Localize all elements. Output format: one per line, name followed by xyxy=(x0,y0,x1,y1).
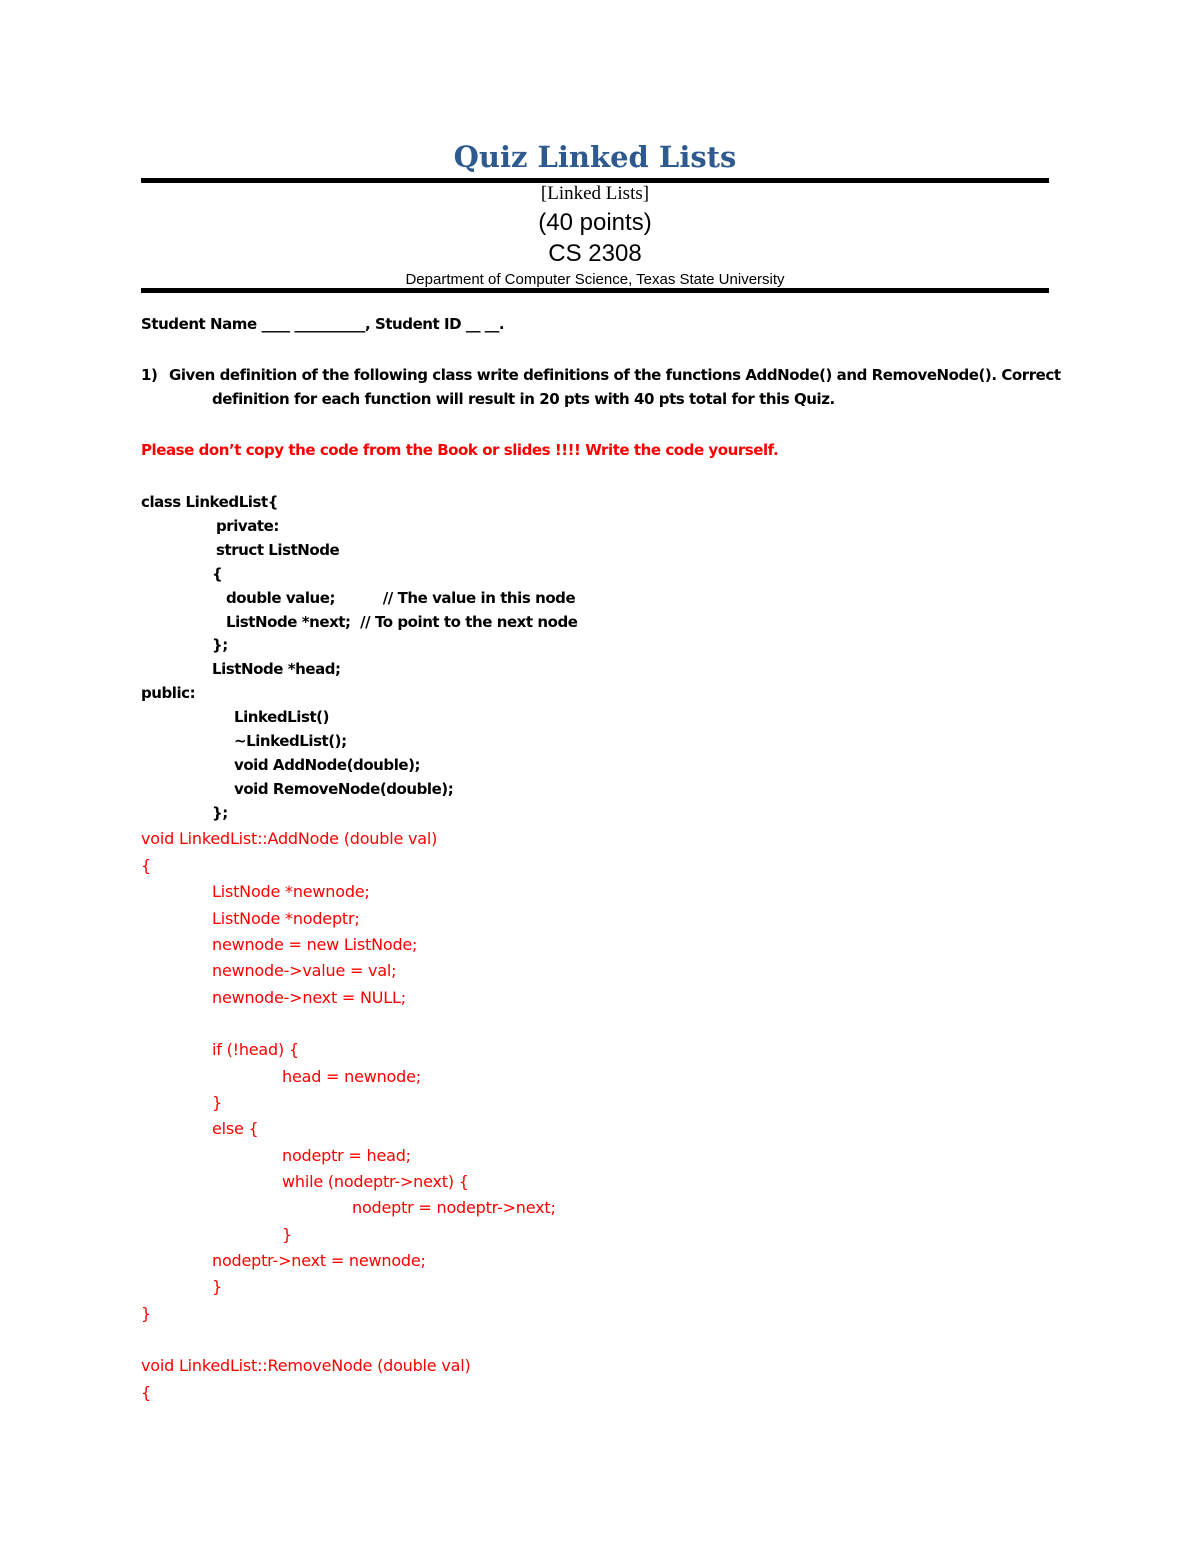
code-line: ListNode *next; // To point to the next node xyxy=(226,613,578,631)
code-line: double value; // The value in this node xyxy=(226,589,576,607)
code-line: void LinkedList::AddNode (double val) xyxy=(141,829,438,848)
document-title: Quiz Linked Lists xyxy=(453,140,737,174)
code-line: void AddNode(double); xyxy=(234,756,421,774)
code-line: nodeptr = nodeptr->next; xyxy=(352,1198,556,1217)
title-rule-bottom xyxy=(141,288,1049,293)
code-line: ListNode *nodeptr; xyxy=(212,909,360,928)
code-line: newnode = new ListNode; xyxy=(212,935,418,954)
code-line: } xyxy=(141,1304,151,1323)
code-line: { xyxy=(141,856,151,875)
code-line: head = newnode; xyxy=(282,1067,421,1086)
code-line: void RemoveNode(double); xyxy=(234,780,454,798)
code-line: class LinkedList{ xyxy=(141,493,278,511)
code-line: }; xyxy=(212,804,228,822)
code-line: public: xyxy=(141,684,196,702)
code-line: ListNode *head; xyxy=(212,660,341,678)
department-label: Department of Computer Science, Texas State University xyxy=(405,271,785,288)
code-line: }; xyxy=(212,636,228,654)
question-number: 1) xyxy=(141,366,158,384)
code-line: newnode->value = val; xyxy=(212,961,397,980)
copy-warning: Please don’t copy the code from the Book or slides !!!! Write the code yourself. xyxy=(141,441,779,459)
code-line: while (nodeptr->next) { xyxy=(282,1172,469,1191)
code-line: else { xyxy=(212,1119,259,1138)
course-label: CS 2308 xyxy=(548,240,642,267)
code-line: ~LinkedList(); xyxy=(234,732,347,750)
points-label: (40 points) xyxy=(538,209,652,236)
document-subtitle: [Linked Lists] xyxy=(540,183,650,204)
code-line: private: xyxy=(216,517,279,535)
code-line: if (!head) { xyxy=(212,1040,299,1059)
code-line: struct ListNode xyxy=(216,541,340,559)
code-line: void LinkedList::RemoveNode (double val) xyxy=(141,1356,471,1375)
question-text-line-2: definition for each function will result in 20 pts with 40 pts total for this Quiz. xyxy=(212,390,835,408)
code-line: ListNode *newnode; xyxy=(212,882,370,901)
code-line: } xyxy=(282,1225,292,1244)
code-line: nodeptr->next = newnode; xyxy=(212,1251,426,1270)
code-line: { xyxy=(141,1383,151,1402)
code-line: newnode->next = NULL; xyxy=(212,988,406,1007)
code-line: nodeptr = head; xyxy=(282,1146,411,1165)
code-line: LinkedList() xyxy=(234,708,329,726)
code-line: { xyxy=(212,565,223,583)
code-line: } xyxy=(212,1093,222,1112)
student-info-line: Student Name ____ __________, Student ID __ __. xyxy=(141,315,505,333)
question-text-line-1: Given definition of the following class write definitions of the functions AddNode() and RemoveNode(). Correct xyxy=(169,366,1061,384)
code-line: } xyxy=(212,1277,222,1296)
